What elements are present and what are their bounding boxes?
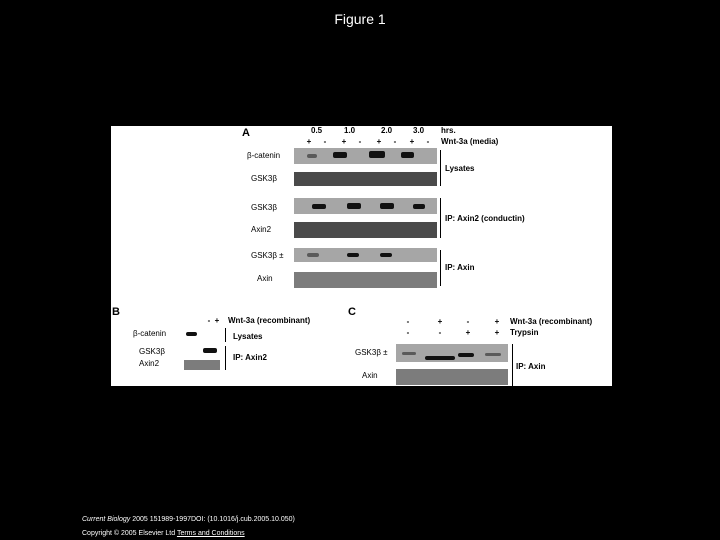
group-label: IP: Axin2 (conductin)	[445, 214, 525, 223]
group-label: Lysates	[445, 164, 475, 173]
figure-image	[111, 126, 612, 386]
blot-band	[413, 204, 425, 209]
time-label: 2.0	[381, 126, 393, 135]
wnt-sign: -	[466, 317, 470, 326]
trypsin-sign: +	[494, 328, 500, 337]
blot-band	[307, 154, 317, 158]
blot-band	[401, 152, 414, 158]
copyright-line	[82, 530, 245, 537]
group-label: IP: Axin	[516, 362, 546, 371]
copyright-text: Copyright © 2005 Elsevier Ltd	[82, 530, 176, 537]
trypsin-label: Trypsin	[510, 328, 539, 337]
blot-band	[485, 353, 501, 356]
group-bracket	[440, 250, 441, 286]
slide-title: Figure 1	[334, 11, 386, 27]
blot-band	[425, 356, 455, 360]
group-label: IP: Axin	[445, 263, 475, 272]
row-label: GSK3β ±	[355, 348, 388, 357]
panel-a-letter: A	[242, 127, 250, 139]
group-label: IP: Axin2	[233, 353, 267, 362]
blot-band	[347, 253, 359, 257]
blot-band	[380, 253, 392, 257]
blot-strip-gsk3b-lysate	[294, 172, 437, 186]
blot-band	[380, 203, 394, 209]
row-label: β-catenin	[133, 329, 167, 338]
group-bracket	[225, 346, 226, 370]
treatment-sign: +	[341, 137, 347, 146]
row-label: Axin2	[139, 359, 160, 368]
trypsin-sign: -	[406, 328, 410, 337]
trypsin-sign: +	[465, 328, 471, 337]
blot-strip-axin	[294, 272, 437, 288]
blot-band	[347, 203, 361, 209]
blot-band	[307, 253, 319, 257]
trypsin-sign: -	[438, 328, 442, 337]
group-bracket	[512, 344, 513, 386]
treatment-sign: -	[207, 316, 211, 325]
treatment-sign: +	[376, 137, 382, 146]
wnt-sign: +	[494, 317, 500, 326]
treatment-sign: -	[358, 137, 362, 146]
row-label: Axin2	[251, 225, 272, 234]
journal-name: Current Biology	[82, 516, 131, 523]
panel-c-letter: C	[348, 306, 356, 318]
terms-link[interactable]: Terms and Conditions	[176, 530, 245, 537]
wnt-label: Wnt-3a (recombinant)	[510, 317, 593, 326]
row-label: GSK3β	[251, 203, 277, 212]
blot-strip-axin-c	[396, 369, 508, 385]
citation-line	[82, 516, 295, 523]
treatment-label: Wnt-3a (media)	[441, 137, 499, 146]
time-label: 3.0	[413, 126, 425, 135]
treatment-label: Wnt-3a (recombinant)	[228, 316, 311, 325]
treatment-sign: +	[306, 137, 312, 146]
row-label: GSK3β	[139, 347, 165, 356]
blot-band	[312, 204, 326, 209]
time-label: 1.0	[344, 126, 356, 135]
treatment-sign: -	[393, 137, 397, 146]
time-label: 0.5	[311, 126, 323, 135]
panel-b-letter: B	[112, 306, 120, 318]
treatment-sign: -	[426, 137, 430, 146]
treatment-sign: +	[214, 316, 220, 325]
group-bracket	[225, 328, 226, 342]
citation-text: 2005 151989-1997DOI: (10.1016/j.cub.2005.10.050)	[132, 516, 295, 523]
group-label: Lysates	[233, 332, 263, 341]
blot-strip-axin2	[294, 222, 437, 238]
row-label: GSK3β ±	[251, 251, 284, 260]
group-bracket	[440, 150, 441, 186]
blot-band	[203, 348, 217, 353]
row-label: GSK3β	[251, 174, 277, 183]
blot-band	[458, 353, 474, 357]
blot-band	[369, 151, 385, 158]
group-bracket	[440, 198, 441, 238]
row-label: β-catenin	[247, 151, 281, 160]
hrs-label: hrs.	[441, 126, 456, 135]
treatment-sign: -	[323, 137, 327, 146]
blot-band	[333, 152, 347, 158]
wnt-sign: -	[406, 317, 410, 326]
wnt-sign: +	[437, 317, 443, 326]
blot-band	[186, 332, 197, 336]
blot-strip-axin2-b	[184, 360, 220, 370]
row-label: Axin	[257, 274, 273, 283]
blot-band	[402, 352, 416, 355]
treatment-sign: +	[409, 137, 415, 146]
row-label: Axin	[362, 371, 378, 380]
